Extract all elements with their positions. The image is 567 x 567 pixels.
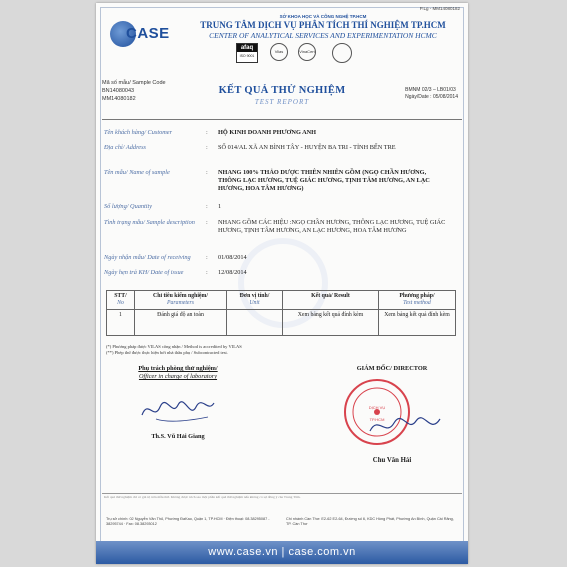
- field-colon: :: [206, 203, 208, 210]
- cell-method: Xem bảng kết quả đính kèm: [379, 310, 456, 336]
- field-label: Tên mẫu/ Name of sample: [104, 169, 170, 176]
- field-value: SỐ 014/AL XÃ AN BÌNH TÂY - HUYỆN BA TRI - TỈNH BẾN TRE: [218, 144, 396, 151]
- field-colon: :: [206, 269, 208, 276]
- notes: [106, 344, 242, 356]
- report-title-en: TEST REPORT: [254, 98, 310, 106]
- lab-officer-title-en: Officer in charge of laboratory: [138, 373, 218, 380]
- col-header-result: Kết quả/ Result: [283, 291, 379, 310]
- cell-parameter: Đánh giá độ an toàn: [135, 310, 227, 336]
- col-header-unit: Đơn vị tính/ Unit: [227, 291, 283, 310]
- col-header-no: STT/ No: [107, 291, 135, 310]
- footer-note: Kết quả thử nghiệm chỉ có giá trị trên mẫu thử. Không được trích sao một phần kết quả thử nghiệm nếu không có sự đồng ý của Trung Tâm.: [104, 495, 301, 499]
- note-vilas: (*) Phương pháp được VILAS công nhận / Method is accredited by VILAS: [106, 344, 242, 349]
- field-label: Địa chỉ/ Address: [104, 144, 146, 151]
- form-code-block: [405, 87, 458, 101]
- center-name-en: CENTER OF ANALYTICAL SERVICES AND EXPERIMENTATION HCMC: [209, 31, 437, 40]
- address-branch: Chi nhánh Cần Thơ: E2-62 E2-64, Đường số 6, KDC Hồng Phát, Phường An Bình, Quận Cái Răng, TP. Cần Thơ: [286, 517, 454, 526]
- certification-logos: [236, 43, 366, 65]
- field-value: NHANG GỒM CÁC HIỆU :NGỌ CHẦN HƯƠNG, THÔNG LẠC HƯƠNG, TUỆ GIÁC HƯƠNG, TỊNH TÂM HƯƠNG, AN LẠC HƯƠNG, HOA TÂM HƯƠNG: [218, 219, 446, 234]
- field-colon: :: [206, 219, 208, 226]
- field-label: Ngày nhận mẫu/ Date of receiving: [104, 254, 191, 261]
- svg-text:DỊCH VỤ: DỊCH VỤ: [368, 405, 386, 410]
- svg-text:TP.HCM: TP.HCM: [369, 417, 385, 422]
- address-head-office: Trụ sở chính: 02 Nguyễn Văn Thủ, Phường ĐaKao, Quận 1, TP.HCM · Điện thoại: 08.38295087 - 38295744 · Fax: 08.38293012: [106, 517, 270, 526]
- director-name: Chu Văn Hải: [372, 457, 412, 464]
- footer-divider: [102, 493, 462, 494]
- field-value: 1: [218, 203, 222, 210]
- ministry-name: SỞ KHOA HỌC VÀ CÔNG NGHỆ TP.HCM: [279, 14, 367, 19]
- vinacert-cert-icon: VinaCert: [298, 43, 316, 61]
- field-value: 12/08/2014: [218, 269, 247, 276]
- director-block: [322, 365, 462, 372]
- case-logo: [110, 19, 176, 49]
- lab-officer-signature: [138, 393, 218, 425]
- sample-code-2: MM14080182: [102, 96, 136, 102]
- sample-code-label: Mã số mẫu/ Sample Code: [102, 80, 166, 86]
- report-date: Ngày/Date : 05/08/2014: [405, 94, 458, 100]
- sample-code-1: BN14080043: [102, 88, 135, 94]
- field-value: NHANG 100% THẢO DƯỢC THIÊN NHIÊN GỒM (NGỌ CHẦN HƯƠNG, THÔNG LẠC HƯƠNG, TUỆ GIÁC HƯƠNG, TỊNH TÂM HƯƠNG, AN LẠC HƯƠNG, HOA TÂM HƯƠNG): [218, 169, 430, 192]
- field-colon: :: [206, 169, 208, 176]
- lab-officer-block: [108, 365, 248, 381]
- vilas-cert-icon: Vilas: [270, 43, 288, 61]
- field-colon: :: [206, 254, 208, 261]
- divider: [102, 119, 462, 120]
- form-code: BMNM 02/3 – LB01/03: [405, 87, 456, 93]
- cell-result: Xem bảng kết quả đính kèm: [283, 310, 379, 336]
- director-signature: [364, 411, 444, 441]
- afaq-label: afaq: [237, 44, 257, 52]
- field-value: HỘ KINH DOANH PHƯƠNG ANH: [218, 129, 317, 136]
- field-colon: :: [206, 144, 208, 151]
- cell-no: 1: [107, 310, 135, 336]
- lab-officer-name: Th.S. Vũ Hải Giang: [151, 433, 205, 440]
- director-title: GIÁM ĐỐC/ DIRECTOR: [356, 365, 428, 372]
- field-label: Tên khách hàng/ Customer: [104, 129, 173, 136]
- table-header-row: [107, 291, 456, 310]
- results-table: [106, 290, 456, 336]
- seal-cert-icon: [332, 43, 352, 63]
- field-label: Ngày hẹn trả KH/ Date of issue: [104, 269, 184, 276]
- col-header-parameters: Chỉ tiêu kiểm nghiệm/ Parameters: [135, 291, 227, 310]
- afaq-cert-icon: [236, 43, 258, 63]
- sample-code-block: [102, 79, 166, 103]
- table-row: [107, 310, 456, 336]
- field-value: 01/08/2014: [218, 254, 247, 261]
- field-label: Số lượng/ Quantity: [104, 203, 153, 210]
- field-label: Tình trạng mẫu/ Sample description: [104, 219, 195, 226]
- reference-code: P.Lg - MM14080182: [419, 6, 460, 11]
- field-colon: :: [206, 129, 208, 136]
- report-title-vn: KẾT QUẢ THỬ NGHIỆM: [218, 85, 346, 96]
- note-subcontract: (**) Phép thử được thực hiện bởi nhà thầu phụ / Subcontracted test.: [106, 350, 228, 355]
- cell-unit: [227, 310, 283, 336]
- center-name-vn: TRUNG TÂM DỊCH VỤ PHÂN TÍCH THÍ NGHIỆM TP.HCM: [200, 20, 446, 30]
- lab-officer-title-vn: Phụ trách phòng thử nghiệm/: [138, 365, 218, 372]
- report-title: [186, 85, 378, 106]
- report-page: [96, 3, 468, 564]
- logo-text: CASE: [126, 25, 170, 42]
- afaq-sub-label: ISO 9001: [239, 54, 255, 58]
- website-banner[interactable]: www.case.vn | case.com.vn: [96, 541, 468, 564]
- col-header-method: Phương pháp/ Test method: [379, 291, 456, 310]
